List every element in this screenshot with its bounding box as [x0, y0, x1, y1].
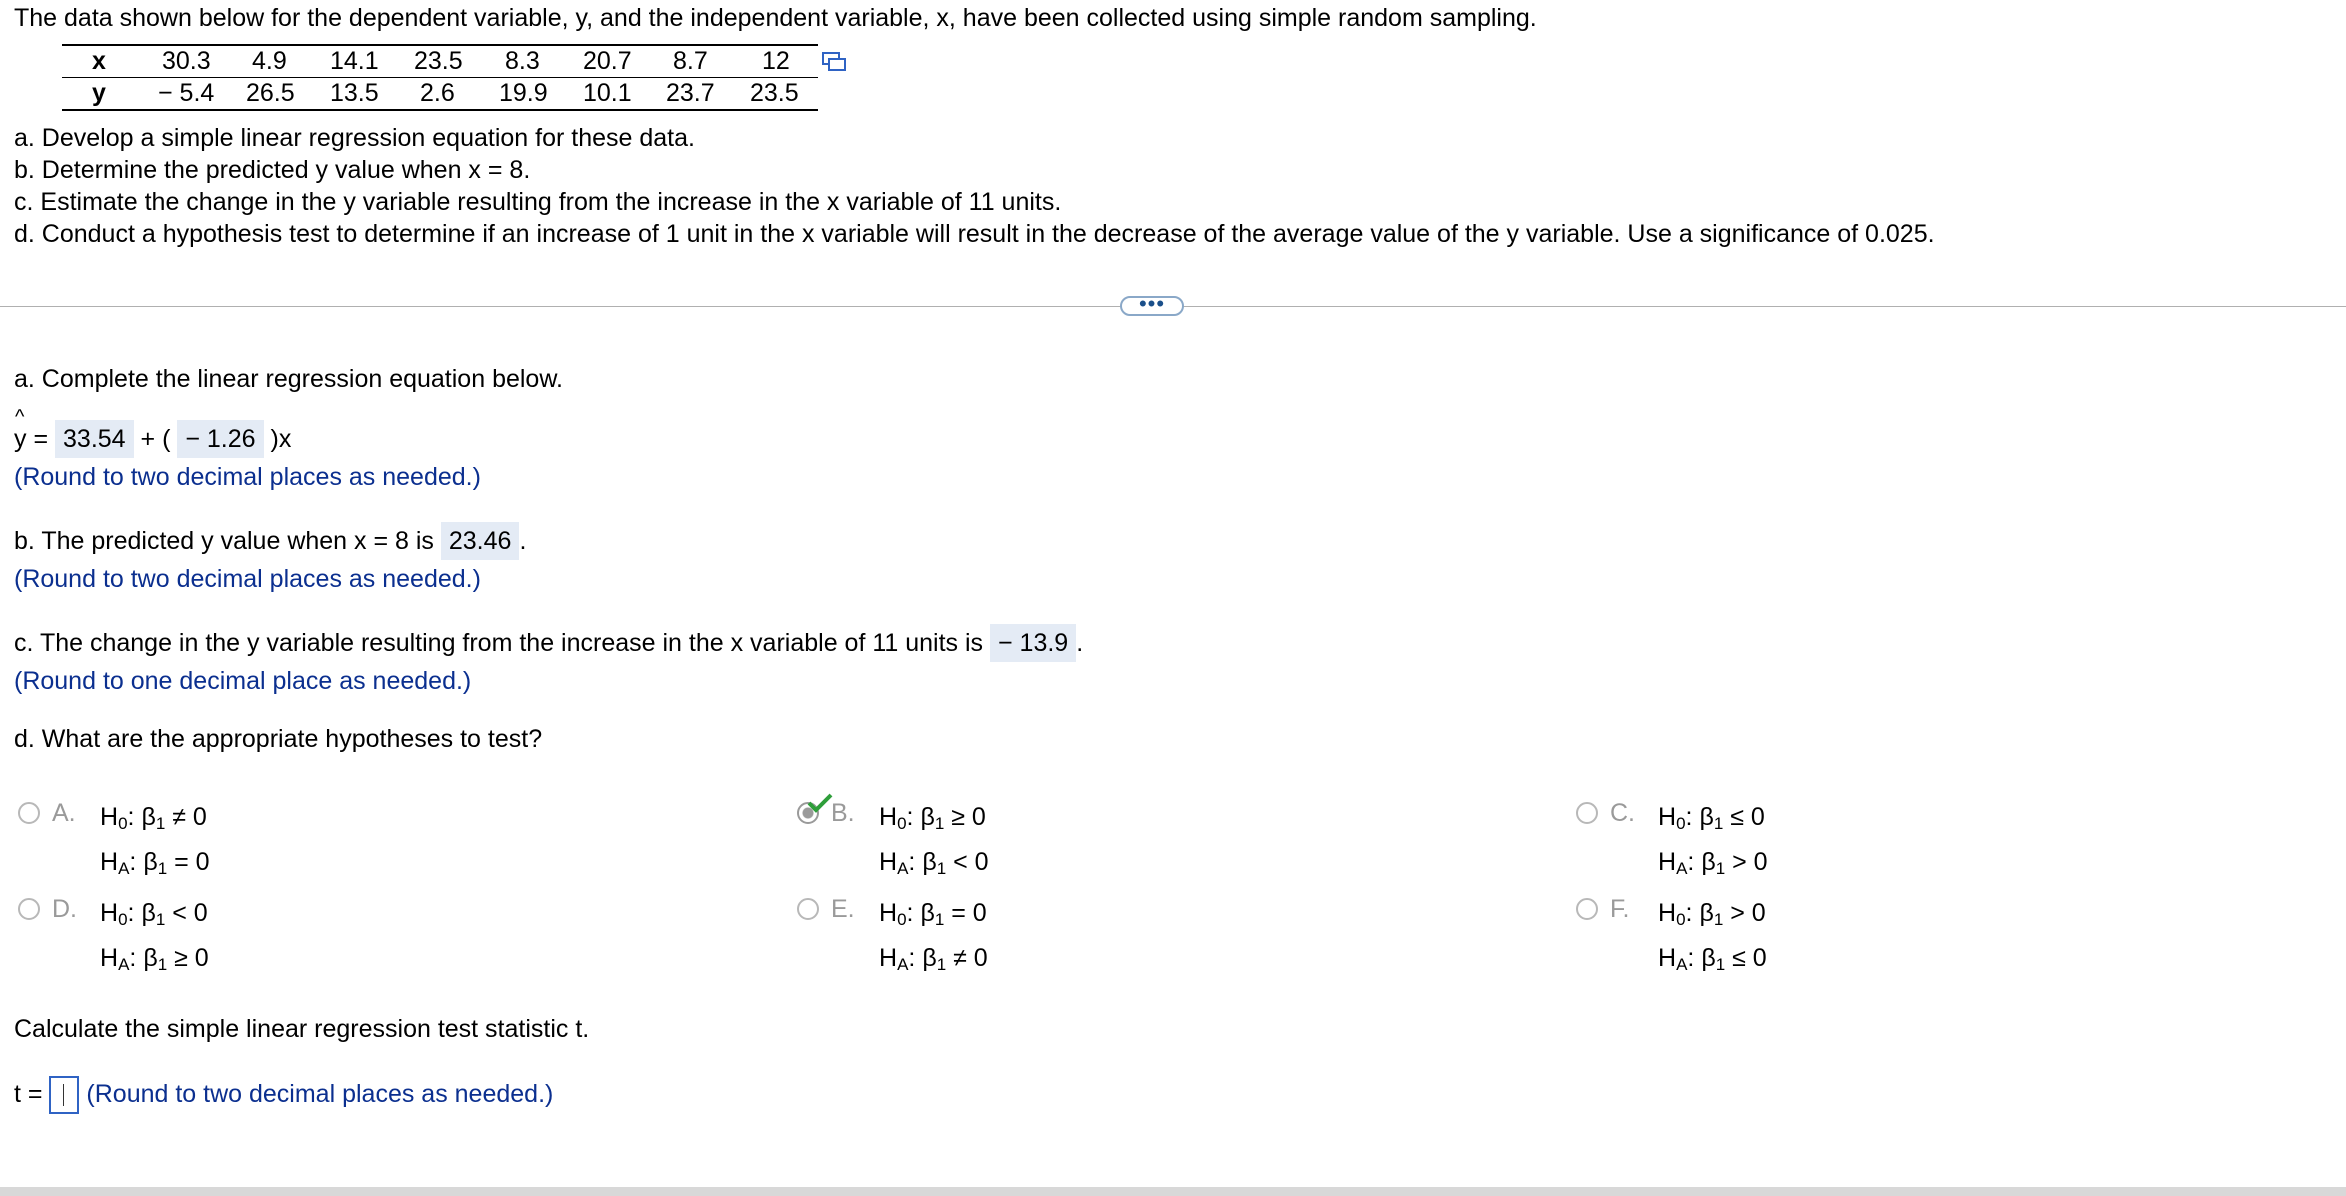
- t-stat-hint: (Round to two decimal places as needed.): [86, 1080, 554, 1108]
- period: .: [519, 527, 527, 555]
- task-b: b. Determine the predicted y value when x = 8.: [14, 156, 531, 184]
- task-c: c. Estimate the change in the y variable resulting from the increase in the x variable of 11 units.: [14, 188, 1062, 216]
- radio-button[interactable]: [1576, 898, 1598, 920]
- alternative-hypothesis: $H_A$: $\beta_1 < 0$: [879, 848, 989, 878]
- radio-button[interactable]: [797, 898, 819, 920]
- change-y-answer[interactable]: − 13.9: [990, 624, 1076, 662]
- hat-caret: ^: [15, 406, 25, 428]
- part-c-hint: (Round to one decimal place as needed.): [14, 667, 472, 695]
- x-value: 20.7: [583, 47, 632, 75]
- choice-letter: A.: [52, 799, 76, 827]
- slope-answer[interactable]: − 1.26: [177, 420, 263, 458]
- null-hypothesis: $H_0$: $\beta_1 \le 0$: [1658, 803, 1765, 833]
- radio-button[interactable]: [1576, 802, 1598, 824]
- hypothesis-pair: [879, 798, 989, 888]
- null-hypothesis: $H_0$: $\beta_1 = 0$: [879, 899, 987, 929]
- part-c-line: [14, 624, 1083, 662]
- x-value: 23.5: [414, 47, 463, 75]
- y-value: 10.1: [583, 79, 632, 107]
- x-value: 30.3: [162, 47, 211, 75]
- y-value: 26.5: [246, 79, 295, 107]
- choice-letter: B.: [831, 799, 855, 827]
- null-hypothesis: $H_0$: $\beta_1 > 0$: [1658, 899, 1766, 929]
- x-value: 8.7: [673, 47, 708, 75]
- equals-sign: =: [33, 425, 49, 453]
- regression-equation: [14, 406, 292, 458]
- alternative-hypothesis: $H_A$: $\beta_1 = 0$: [100, 848, 210, 878]
- null-hypothesis: $H_0$: $\beta_1 \ge 0$: [879, 803, 986, 833]
- alternative-hypothesis: $H_A$: $\beta_1 \le 0$: [1658, 944, 1767, 974]
- task-list: [14, 122, 1935, 250]
- x-label: x: [92, 47, 106, 75]
- null-hypothesis: $H_0$: $\beta_1 < 0$: [100, 899, 208, 929]
- task-a: a. Develop a simple linear regression equation for these data.: [14, 124, 695, 152]
- expand-more-button[interactable]: •••: [1120, 296, 1184, 316]
- correct-check-icon: [807, 792, 833, 814]
- task-d: d. Conduct a hypothesis test to determine if an increase of 1 unit in the x variable will result in the decrease of the average value of the y variable. Use a significance of 0.025.: [14, 220, 1935, 248]
- hypothesis-pair: [879, 894, 988, 984]
- y-value: 13.5: [330, 79, 379, 107]
- hypothesis-pair: [100, 798, 210, 888]
- y-value: 23.5: [750, 79, 799, 107]
- radio-button[interactable]: [18, 802, 40, 824]
- hypothesis-pair: [100, 894, 209, 984]
- text-cursor: [63, 1084, 64, 1106]
- y-value: 19.9: [499, 79, 548, 107]
- plus-paren: + (: [140, 425, 171, 453]
- x-value: 14.1: [330, 47, 379, 75]
- x-value: 8.3: [505, 47, 540, 75]
- part-b-prompt: b. The predicted y value when x = 8 is: [14, 527, 434, 555]
- alternative-hypothesis: $H_A$: $\beta_1 \ge 0$: [100, 944, 209, 974]
- hypothesis-pair: [1658, 894, 1767, 984]
- t-label: t =: [14, 1080, 43, 1108]
- part-c-prompt: c. The change in the y variable resulting from the increase in the x variable of 11 units is: [14, 629, 984, 657]
- null-hypothesis: $H_0$: $\beta_1 \ne 0$: [100, 803, 207, 833]
- part-b-line: [14, 522, 526, 560]
- t-stat-input[interactable]: [49, 1076, 79, 1114]
- x-value: 12: [762, 47, 790, 75]
- period: .: [1076, 629, 1084, 657]
- part-a-hint: (Round to two decimal places as needed.): [14, 463, 481, 491]
- y-value: − 5.4: [158, 79, 215, 107]
- part-d-prompt: d. What are the appropriate hypotheses to test?: [14, 725, 543, 753]
- part-b-hint: (Round to two decimal places as needed.): [14, 565, 481, 593]
- radio-button[interactable]: [18, 898, 40, 920]
- close-paren-x: )x: [270, 425, 292, 453]
- predicted-y-answer[interactable]: 23.46: [441, 522, 520, 560]
- bottom-scroll-bar[interactable]: [0, 1187, 2346, 1196]
- problem-intro: The data shown below for the dependent variable, y, and the independent variable, x, have been collected using simple random sampling.: [14, 4, 1537, 32]
- alternative-hypothesis: $H_A$: $\beta_1 > 0$: [1658, 848, 1768, 878]
- data-table: [62, 44, 818, 111]
- test-stat-prompt: Calculate the simple linear regression test statistic t.: [14, 1015, 590, 1043]
- choice-letter: F.: [1610, 895, 1630, 923]
- y-value: 23.7: [666, 79, 715, 107]
- y-row: [62, 77, 818, 111]
- choice-letter: D.: [52, 895, 77, 923]
- y-value: 2.6: [420, 79, 455, 107]
- alternative-hypothesis: $H_A$: $\beta_1 \ne 0$: [879, 944, 988, 974]
- y-label: y: [92, 79, 106, 107]
- hypothesis-pair: [1658, 798, 1768, 888]
- part-a-prompt: a. Complete the linear regression equation below.: [14, 365, 563, 393]
- choice-letter: C.: [1610, 799, 1635, 827]
- choice-letter: E.: [831, 895, 855, 923]
- x-row: [62, 44, 818, 77]
- yhat-symbol: [14, 406, 27, 458]
- yhat-letter: y: [14, 425, 27, 453]
- test-stat-line: [14, 1074, 553, 1114]
- x-value: 4.9: [252, 47, 287, 75]
- intercept-answer[interactable]: 33.54: [55, 420, 134, 458]
- copy-data-icon[interactable]: [822, 52, 846, 72]
